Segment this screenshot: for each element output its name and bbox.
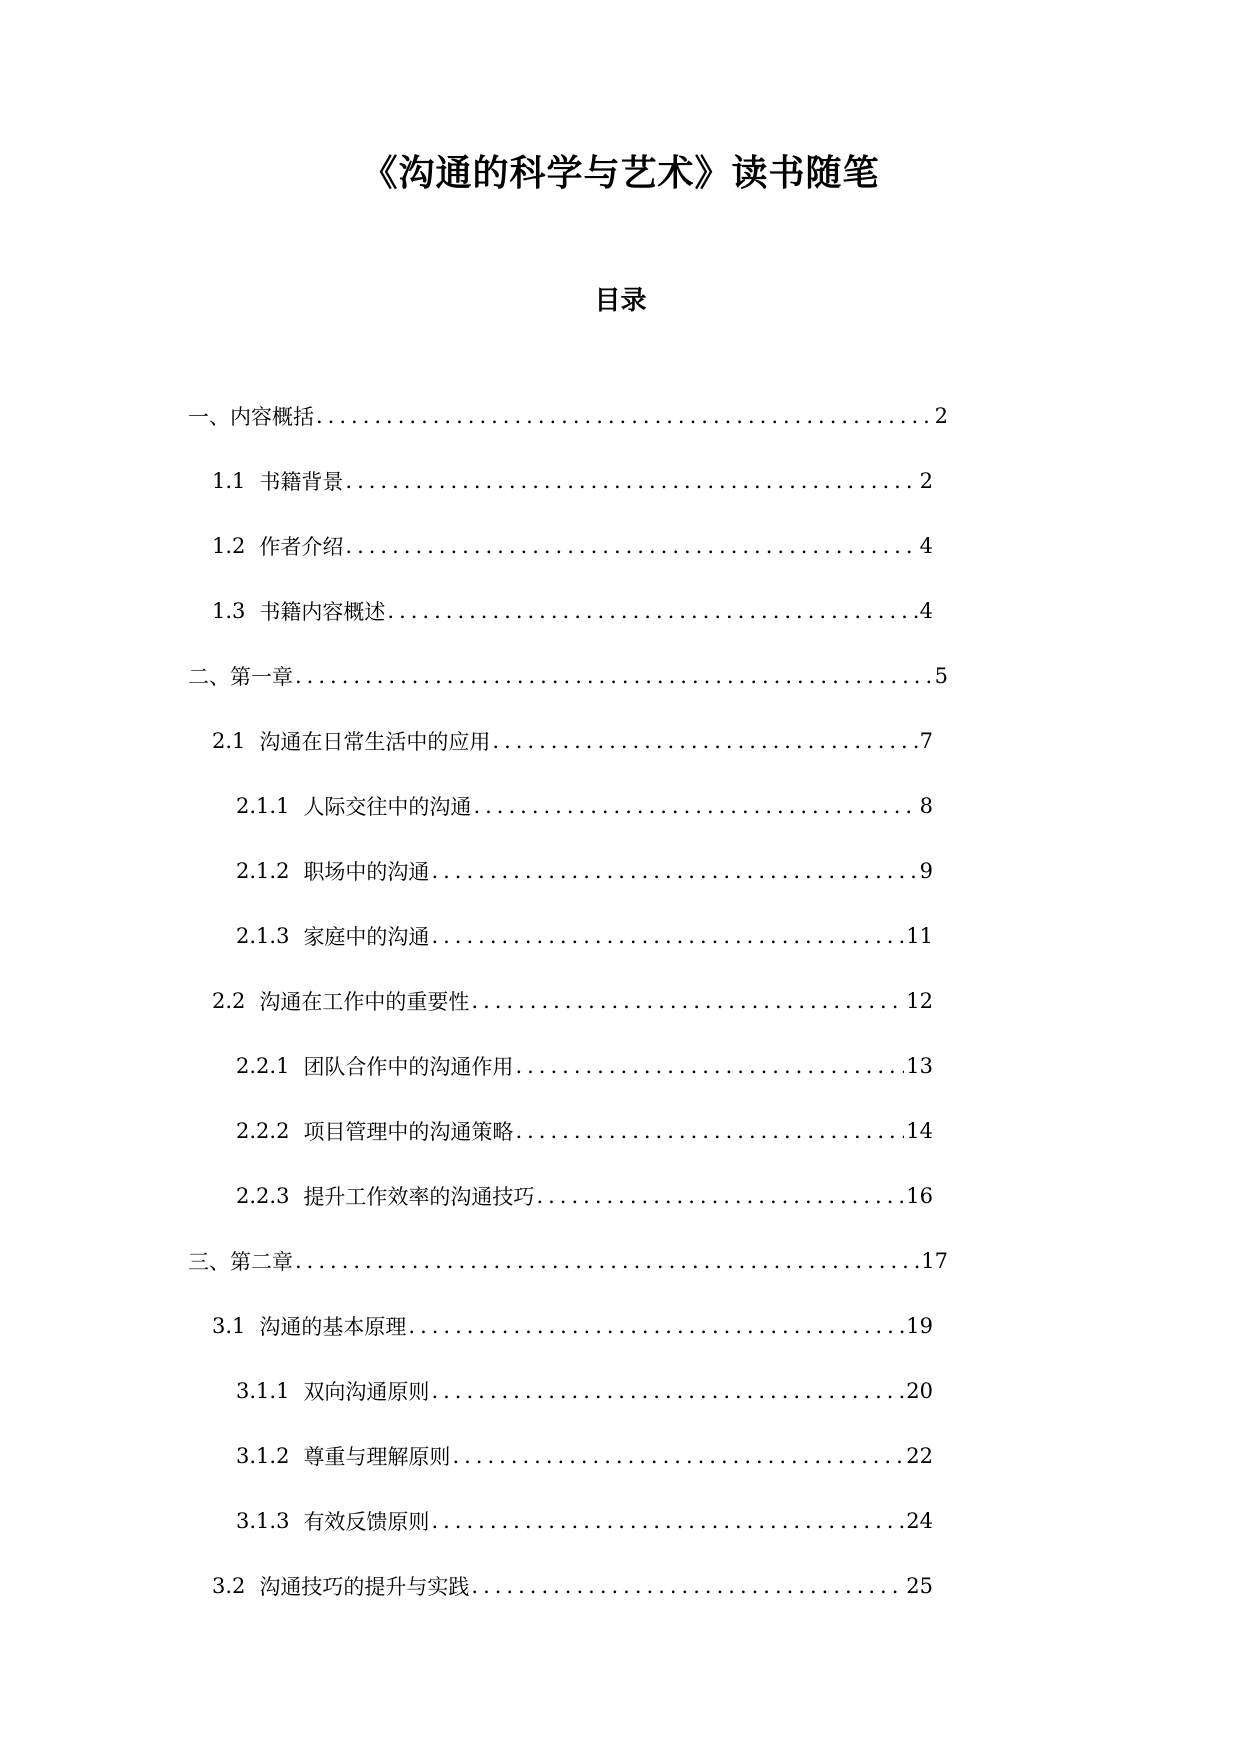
toc-entry-label: 尊重与理解原则: [303, 1444, 451, 1469]
toc-dot-leader: [471, 1574, 904, 1598]
toc-section-number: 2.1.1: [236, 793, 290, 818]
table-of-contents: [188, 383, 948, 1618]
toc-heading: 目录: [594, 286, 647, 316]
toc-dot-leader: [515, 1119, 904, 1143]
toc-entry-label: 二、第一章: [188, 664, 293, 689]
toc-entry[interactable]: [188, 1098, 933, 1163]
toc-entry-label: 沟通在日常生活中的应用: [259, 729, 491, 754]
toc-page-number: 5: [934, 663, 948, 688]
toc-section-number: 2.2.1: [236, 1053, 290, 1078]
toc-section-number: 1.1: [212, 468, 246, 493]
toc-dot-leader: [431, 1379, 904, 1403]
toc-dot-leader: [515, 1054, 904, 1078]
toc-entry[interactable]: [188, 448, 933, 513]
toc-page-number: 13: [906, 1053, 933, 1078]
toc-section-number: 3.1.2: [236, 1443, 290, 1468]
toc-entry-label: 提升工作效率的沟通技巧: [303, 1184, 535, 1209]
toc-entry-label: 团队合作中的沟通作用: [303, 1054, 514, 1079]
toc-page-number: 7: [919, 728, 933, 753]
toc-dot-leader: [295, 1249, 919, 1273]
toc-page-number: 16: [906, 1183, 933, 1208]
toc-entry-label: 职场中的沟通: [303, 859, 430, 884]
toc-page-number: 19: [906, 1313, 933, 1338]
toc-page-number: 9: [919, 858, 933, 883]
toc-entry[interactable]: [188, 1358, 933, 1423]
toc-entry[interactable]: [188, 513, 933, 578]
toc-section-number: 3.1.1: [236, 1378, 290, 1403]
toc-entry-label: 双向沟通原则: [303, 1379, 430, 1404]
toc-section-number: 3.1: [212, 1313, 246, 1338]
toc-dot-leader: [536, 1184, 904, 1208]
toc-entry[interactable]: [188, 1293, 933, 1358]
toc-entry[interactable]: [188, 1423, 933, 1488]
toc-dot-leader: [452, 1444, 904, 1468]
toc-dot-leader: [316, 404, 933, 428]
toc-section-number: 2.1: [212, 728, 246, 753]
toc-entry[interactable]: [188, 773, 933, 838]
toc-entry-label: 家庭中的沟通: [303, 924, 430, 949]
toc-dot-leader: [295, 664, 933, 688]
toc-entry-label: 沟通的基本原理: [259, 1314, 407, 1339]
toc-page-number: 11: [906, 923, 933, 948]
toc-entry-label: 沟通在工作中的重要性: [259, 989, 470, 1014]
toc-section-number: 2.1.3: [236, 923, 290, 948]
toc-entry-label: 书籍内容概述: [259, 599, 386, 624]
document-title: 《沟通的科学与艺术》读书随笔: [361, 153, 880, 194]
toc-entry[interactable]: [188, 643, 948, 708]
toc-entry-label: 书籍背景: [259, 469, 344, 494]
toc-entry-label: 一、内容概括: [188, 404, 314, 429]
toc-section-number: 2.2: [212, 988, 246, 1013]
toc-page-number: 4: [919, 598, 933, 623]
toc-dot-leader: [345, 469, 917, 493]
toc-dot-leader: [471, 989, 904, 1013]
toc-entry-label: 有效反馈原则: [303, 1509, 430, 1534]
toc-entry[interactable]: [188, 383, 948, 448]
toc-entry-label: 作者介绍: [259, 534, 344, 559]
toc-entry[interactable]: [188, 903, 933, 968]
toc-entry-label: 沟通技巧的提升与实践: [259, 1574, 470, 1599]
toc-dot-leader: [431, 1509, 904, 1533]
toc-entry[interactable]: [188, 1163, 933, 1228]
toc-entry[interactable]: [188, 1228, 948, 1293]
toc-entry-label: 人际交往中的沟通: [303, 794, 472, 819]
toc-entry[interactable]: [188, 1553, 933, 1618]
toc-section-number: 3.2: [212, 1573, 246, 1598]
toc-page-number: 4: [919, 533, 933, 558]
toc-section-number: 1.3: [212, 598, 246, 623]
toc-entry-label: 项目管理中的沟通策略: [303, 1119, 514, 1144]
toc-page-number: 2: [934, 403, 948, 428]
toc-page-number: 2: [919, 468, 933, 493]
toc-entry[interactable]: [188, 578, 933, 643]
toc-page-number: 14: [906, 1118, 933, 1143]
toc-entry-label: 三、第二章: [188, 1249, 293, 1274]
toc-page-number: 12: [906, 988, 933, 1013]
toc-entry[interactable]: [188, 1488, 933, 1553]
toc-page-number: 22: [906, 1443, 933, 1468]
toc-section-number: 2.2.2: [236, 1118, 290, 1143]
toc-section-number: 3.1.3: [236, 1508, 290, 1533]
toc-section-number: 2.2.3: [236, 1183, 290, 1208]
toc-dot-leader: [345, 534, 917, 558]
toc-section-number: 1.2: [212, 533, 246, 558]
toc-entry[interactable]: [188, 708, 933, 773]
toc-page-number: 8: [919, 793, 933, 818]
toc-entry[interactable]: [188, 838, 933, 903]
toc-page-number: 17: [921, 1248, 948, 1273]
toc-section-number: 2.1.2: [236, 858, 290, 883]
toc-entry[interactable]: [188, 968, 933, 1033]
toc-dot-leader: [408, 1314, 904, 1338]
toc-entry[interactable]: [188, 1033, 933, 1098]
toc-page-number: 20: [906, 1378, 933, 1403]
toc-page-number: 24: [906, 1508, 933, 1533]
toc-dot-leader: [387, 599, 917, 623]
toc-dot-leader: [492, 729, 917, 753]
toc-dot-leader: [473, 794, 917, 818]
toc-dot-leader: [431, 859, 917, 883]
toc-dot-leader: [431, 924, 904, 948]
toc-page-number: 25: [906, 1573, 933, 1598]
